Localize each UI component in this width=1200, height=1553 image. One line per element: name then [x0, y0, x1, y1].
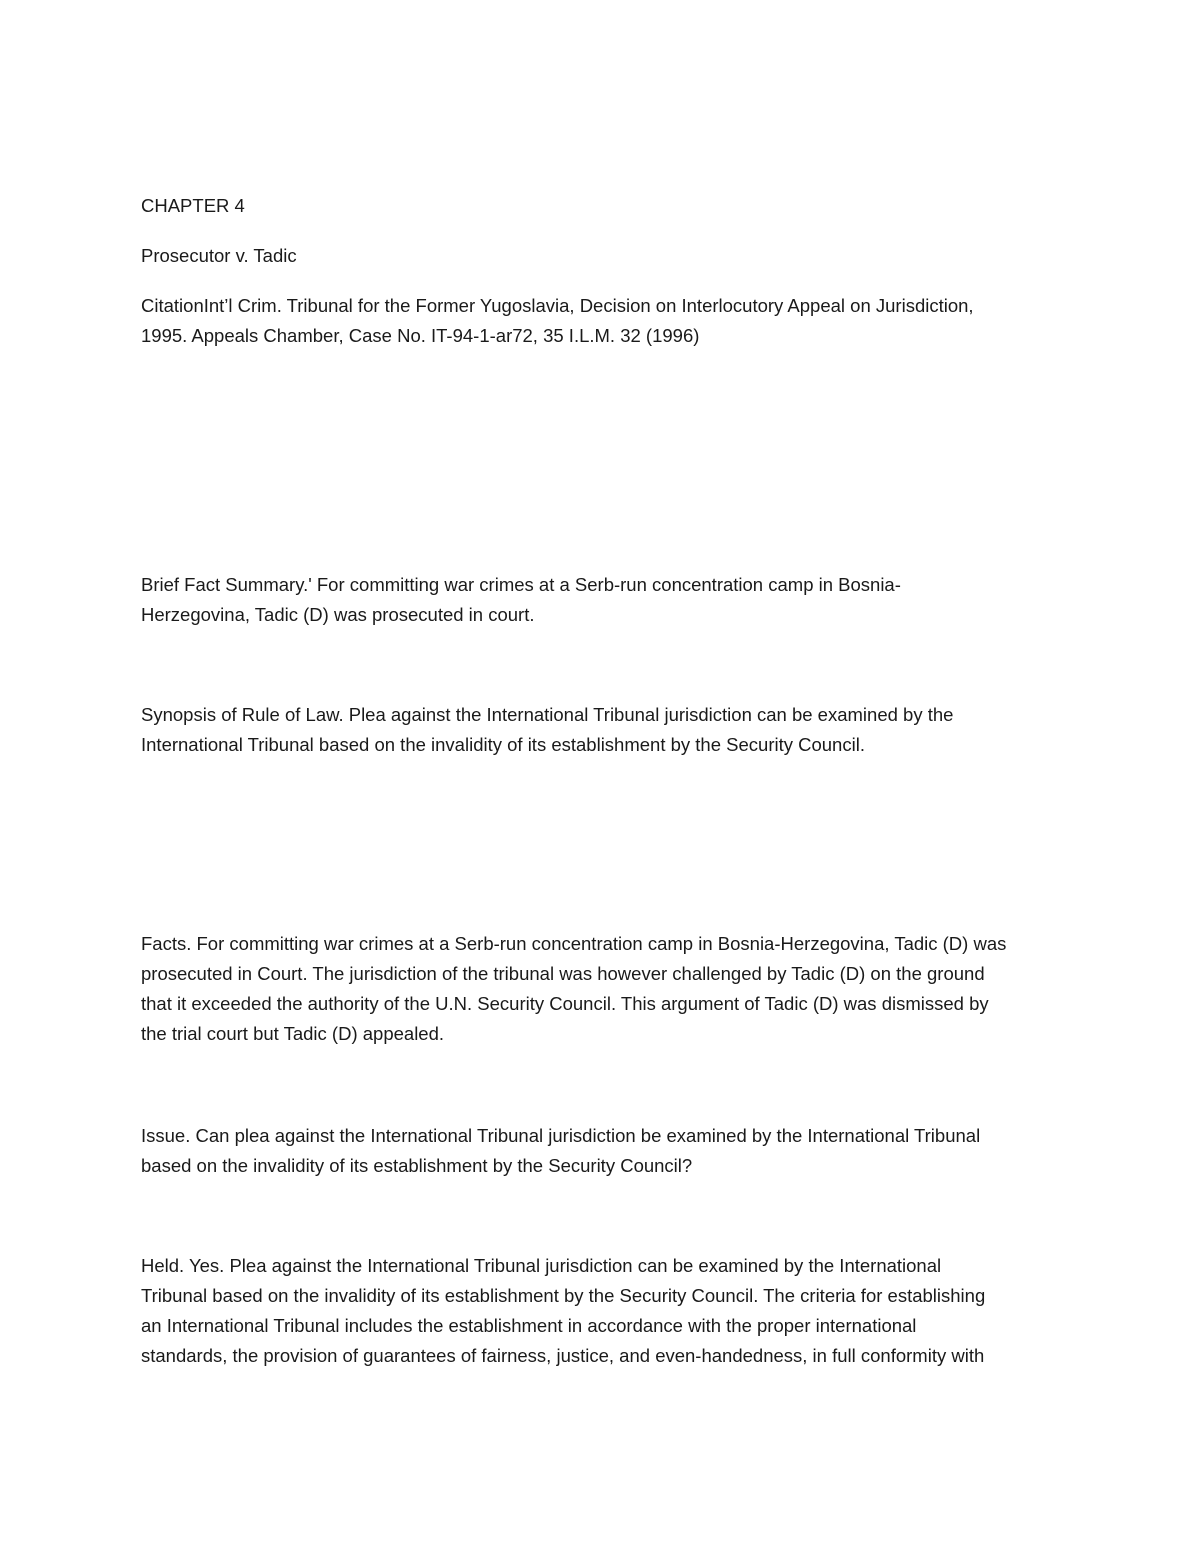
citation-line: CitationInt’l Crim. Tribunal for the Former Yugoslavia, Decision on Interlocutory Appeal on Jurisdiction,	[141, 295, 974, 316]
chapter-heading	[141, 191, 1061, 221]
facts-line: that it exceeded the authority of the U.N. Security Council. This argument of Tadic (D) was dismissed by	[141, 993, 989, 1014]
chapter-text: CHAPTER 4	[141, 195, 245, 216]
held-line: Held. Yes. Plea against the International Tribunal jurisdiction can be examined by the International	[141, 1255, 942, 1276]
held-line: standards, the provision of guarantees of fairness, justice, and even-handedness, in full conformity with	[141, 1345, 985, 1366]
issue-line: Issue. Can plea against the International Tribunal jurisdiction be examined by the International Tribunal	[141, 1125, 981, 1146]
facts-line: prosecuted in Court. The jurisdiction of the tribunal was however challenged by Tadic (D) on the ground	[141, 963, 985, 984]
brief-fact-summary-paragraph	[141, 570, 1061, 630]
brief-fact-summary-line: Brief Fact Summary.' For committing war crimes at a Serb-run concentration camp in Bosnia-	[141, 574, 901, 595]
citation-paragraph	[141, 291, 1061, 351]
case-title-text: Prosecutor v. Tadic	[141, 245, 297, 266]
facts-line: the trial court but Tadic (D) appealed.	[141, 1023, 445, 1044]
facts-paragraph	[141, 929, 1061, 1049]
held-line: Tribunal based on the invalidity of its establishment by the Security Council. The criteria for establishing	[141, 1285, 986, 1306]
synopsis-paragraph	[141, 700, 1061, 760]
held-paragraph	[141, 1251, 1061, 1371]
synopsis-line: Synopsis of Rule of Law. Plea against the International Tribunal jurisdiction can be examined by the	[141, 704, 954, 725]
facts-line: Facts. For committing war crimes at a Serb-run concentration camp in Bosnia-Herzegovina, Tadic (D) was	[141, 933, 1007, 954]
issue-line: based on the invalidity of its establishment by the Security Council?	[141, 1155, 693, 1176]
issue-paragraph	[141, 1121, 1061, 1181]
brief-fact-summary-line: Herzegovina, Tadic (D) was prosecuted in court.	[141, 604, 535, 625]
held-line: an International Tribunal includes the establishment in accordance with the proper international	[141, 1315, 917, 1336]
synopsis-line: International Tribunal based on the invalidity of its establishment by the Security Council.	[141, 734, 865, 755]
case-title	[141, 241, 1061, 271]
citation-line: 1995. Appeals Chamber, Case No. IT-94-1-ar72, 35 I.L.M. 32 (1996)	[141, 325, 700, 346]
